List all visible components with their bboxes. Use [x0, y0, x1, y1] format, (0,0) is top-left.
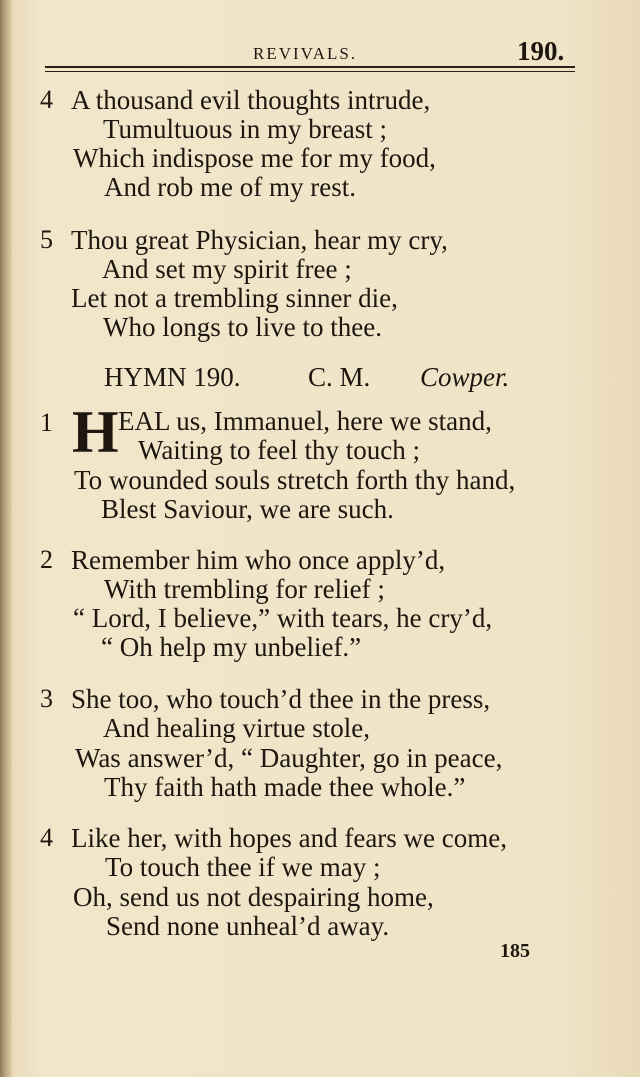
signature-mark: 185: [500, 940, 530, 962]
drop-cap: H: [72, 399, 119, 465]
verse-line: Which indispose me for my food,: [73, 143, 436, 173]
verse-line: And healing virtue stole,: [103, 713, 370, 743]
hymn-author: Cowper.: [420, 362, 510, 392]
stanza-number: 5: [40, 225, 53, 254]
verse-line: And rob me of my rest.: [104, 172, 356, 202]
verse-line: She too, who touch’d thee in the press,: [71, 684, 491, 714]
verse-line: Remember him who once apply’d,: [71, 545, 446, 575]
verse-line: Tumultuous in my breast ;: [103, 114, 388, 144]
hymn-meter: C. M.: [308, 362, 371, 392]
verse-line: Thou great Physician, hear my cry,: [71, 225, 448, 255]
stanza-number: 3: [40, 684, 53, 713]
verse-line: Like her, with hopes and fears we come,: [71, 823, 508, 853]
hymn-heading: [0, 362, 640, 394]
verse-line: To touch thee if we may ;: [105, 852, 381, 882]
verse-line: Was answer’d, “ Daughter, go in peace,: [75, 743, 503, 773]
page-gutter: [0, 0, 12, 1077]
stanza-number: 4: [40, 85, 53, 114]
verse-line: Waiting to feel thy touch ;: [138, 435, 421, 465]
head-rule-thick: [45, 66, 575, 68]
verse-line: Oh, send us not despairing home,: [73, 882, 434, 912]
stanza-number: 4: [40, 823, 53, 852]
verse-line: With trembling for relief ;: [104, 574, 385, 604]
verse-line: Thy faith hath made thee whole.”: [104, 772, 466, 802]
verse-line: Who longs to live to thee.: [103, 312, 382, 342]
hymn-label: HYMN 190.: [104, 362, 241, 392]
verse-line: “ Oh help my unbelief.”: [101, 632, 362, 662]
verse-line: “ Lord, I believe,” with tears, he cry’d,: [73, 603, 493, 633]
stanza-number: 2: [40, 545, 53, 574]
running-head-title: REVIVALS.: [253, 44, 358, 63]
verse-line: Send none unheal’d away.: [106, 911, 390, 941]
verse-line: Blest Saviour, we are such.: [101, 494, 394, 524]
verse-line: EAL us, Immanuel, here we stand,: [118, 406, 492, 436]
verse-line: To wounded souls stretch forth thy hand,: [74, 465, 516, 495]
verse-line: And set my spirit free ;: [102, 254, 352, 284]
verse-line: A thousand evil thoughts intrude,: [71, 85, 431, 115]
page-number: 190.: [517, 36, 565, 66]
stanza-number: 1: [40, 408, 53, 437]
head-rule-thin: [45, 71, 575, 72]
verse-line: Let not a trembling sinner die,: [71, 283, 398, 313]
